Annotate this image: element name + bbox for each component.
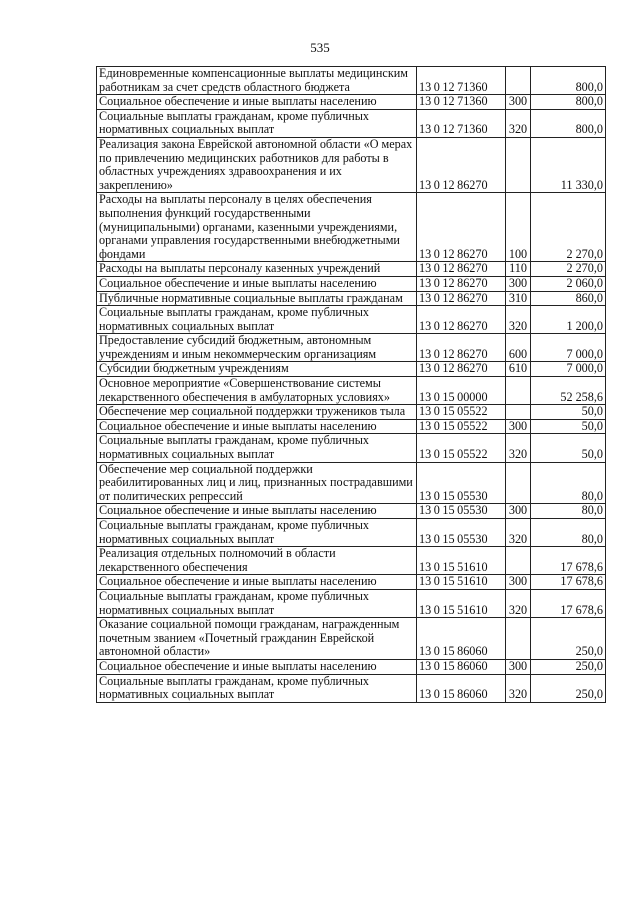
table-row — [97, 95, 606, 110]
table-row — [97, 547, 606, 575]
budget-table — [96, 66, 606, 703]
row-code-cell: 13 0 12 86270 — [417, 291, 506, 306]
table-row — [97, 659, 606, 674]
row-name-cell: Социальное обеспечение и иные выплаты населению — [97, 419, 417, 434]
row-name-cell: Основное мероприятие «Совершенствование системы лекарственного обеспечения в амбулаторных условиях» — [97, 377, 417, 405]
row-sum-cell: 52 258,6 — [531, 377, 606, 405]
row-name-cell: Социальные выплаты гражданам, кроме публичных нормативных социальных выплат — [97, 519, 417, 547]
table-row — [97, 377, 606, 405]
row-expense-type-cell: 300 — [506, 575, 531, 590]
row-code-cell: 13 0 15 05530 — [417, 519, 506, 547]
row-name-cell: Социальное обеспечение и иные выплаты населению — [97, 504, 417, 519]
row-name-cell: Расходы на выплаты персоналу казенных учреждений — [97, 262, 417, 277]
row-code-cell: 13 0 12 86270 — [417, 362, 506, 377]
row-name-cell: Социальные выплаты гражданам, кроме публичных нормативных социальных выплат — [97, 674, 417, 702]
budget-table-body — [97, 67, 606, 703]
row-code-cell: 13 0 15 05530 — [417, 504, 506, 519]
row-name-cell: Социальное обеспечение и иные выплаты населению — [97, 575, 417, 590]
table-row — [97, 405, 606, 420]
row-name-cell: Социальные выплаты гражданам, кроме публичных нормативных социальных выплат — [97, 589, 417, 617]
row-sum-cell: 2 270,0 — [531, 193, 606, 262]
row-name-cell: Социальное обеспечение и иные выплаты населению — [97, 276, 417, 291]
row-name-cell: Субсидии бюджетным учреждениям — [97, 362, 417, 377]
table-row — [97, 137, 606, 192]
table-row — [97, 519, 606, 547]
row-expense-type-cell — [506, 67, 531, 95]
row-sum-cell: 80,0 — [531, 462, 606, 504]
row-expense-type-cell: 600 — [506, 334, 531, 362]
row-sum-cell: 7 000,0 — [531, 362, 606, 377]
table-row — [97, 334, 606, 362]
table-row — [97, 262, 606, 277]
row-code-cell: 13 0 15 86060 — [417, 674, 506, 702]
row-code-cell: 13 0 12 86270 — [417, 306, 506, 334]
row-name-cell: Обеспечение мер социальной поддержки реабилитированных лиц и лиц, признанных пострадавшими от политических репрессий — [97, 462, 417, 504]
row-expense-type-cell — [506, 137, 531, 192]
row-code-cell: 13 0 12 71360 — [417, 109, 506, 137]
row-sum-cell: 800,0 — [531, 109, 606, 137]
row-sum-cell: 80,0 — [531, 519, 606, 547]
row-name-cell: Реализация закона Еврейской автономной области «О мерах по привлечению медицинских работников для работы в областных учреждениях здравоохранения и их закреплению» — [97, 137, 417, 192]
row-code-cell: 13 0 15 05522 — [417, 405, 506, 420]
row-expense-type-cell: 320 — [506, 589, 531, 617]
row-sum-cell: 800,0 — [531, 95, 606, 110]
row-name-cell: Публичные нормативные социальные выплаты гражданам — [97, 291, 417, 306]
row-sum-cell: 250,0 — [531, 618, 606, 660]
row-sum-cell: 1 200,0 — [531, 306, 606, 334]
row-expense-type-cell: 320 — [506, 519, 531, 547]
row-expense-type-cell — [506, 462, 531, 504]
row-sum-cell: 17 678,6 — [531, 547, 606, 575]
row-expense-type-cell: 300 — [506, 504, 531, 519]
table-row — [97, 462, 606, 504]
row-sum-cell: 17 678,6 — [531, 575, 606, 590]
row-expense-type-cell: 610 — [506, 362, 531, 377]
row-sum-cell: 7 000,0 — [531, 334, 606, 362]
row-sum-cell: 50,0 — [531, 405, 606, 420]
row-code-cell: 13 0 12 86270 — [417, 334, 506, 362]
row-expense-type-cell: 110 — [506, 262, 531, 277]
row-expense-type-cell: 300 — [506, 276, 531, 291]
table-row — [97, 575, 606, 590]
row-sum-cell: 17 678,6 — [531, 589, 606, 617]
row-expense-type-cell: 320 — [506, 306, 531, 334]
row-name-cell: Социальные выплаты гражданам, кроме публичных нормативных социальных выплат — [97, 434, 417, 462]
row-expense-type-cell: 300 — [506, 659, 531, 674]
row-code-cell: 13 0 15 00000 — [417, 377, 506, 405]
table-row — [97, 419, 606, 434]
table-row — [97, 109, 606, 137]
row-sum-cell: 11 330,0 — [531, 137, 606, 192]
row-code-cell: 13 0 15 51610 — [417, 575, 506, 590]
row-name-cell: Оказание социальной помощи гражданам, награжденным почетным званием «Почетный гражданин Еврейской автономной области» — [97, 618, 417, 660]
row-code-cell: 13 0 15 05522 — [417, 419, 506, 434]
row-code-cell: 13 0 12 86270 — [417, 276, 506, 291]
row-name-cell: Обеспечение мер социальной поддержки тружеников тыла — [97, 405, 417, 420]
row-sum-cell: 50,0 — [531, 434, 606, 462]
row-code-cell: 13 0 15 86060 — [417, 659, 506, 674]
row-expense-type-cell: 310 — [506, 291, 531, 306]
row-code-cell: 13 0 15 05522 — [417, 434, 506, 462]
row-sum-cell: 800,0 — [531, 67, 606, 95]
row-expense-type-cell — [506, 547, 531, 575]
table-row — [97, 276, 606, 291]
row-sum-cell: 860,0 — [531, 291, 606, 306]
row-code-cell: 13 0 15 51610 — [417, 589, 506, 617]
row-sum-cell: 250,0 — [531, 674, 606, 702]
row-expense-type-cell — [506, 618, 531, 660]
row-code-cell: 13 0 12 71360 — [417, 67, 506, 95]
row-sum-cell: 2 060,0 — [531, 276, 606, 291]
row-sum-cell: 250,0 — [531, 659, 606, 674]
row-expense-type-cell — [506, 405, 531, 420]
row-name-cell: Расходы на выплаты персоналу в целях обеспечения выполнения функций государственными (муниципальными) органами, казенными учреждениями, органами управления государственными внебюджетными фондами — [97, 193, 417, 262]
table-row — [97, 434, 606, 462]
table-row — [97, 618, 606, 660]
row-code-cell: 13 0 12 71360 — [417, 95, 506, 110]
row-code-cell: 13 0 15 51610 — [417, 547, 506, 575]
row-expense-type-cell: 320 — [506, 434, 531, 462]
row-code-cell: 13 0 12 86270 — [417, 137, 506, 192]
row-expense-type-cell: 320 — [506, 674, 531, 702]
row-name-cell: Единовременные компенсационные выплаты медицинским работникам за счет средств областного бюджета — [97, 67, 417, 95]
table-row — [97, 674, 606, 702]
row-code-cell: 13 0 15 86060 — [417, 618, 506, 660]
row-name-cell: Реализация отдельных полномочий в области лекарственного обеспечения — [97, 547, 417, 575]
row-expense-type-cell — [506, 377, 531, 405]
table-row — [97, 589, 606, 617]
table-row — [97, 193, 606, 262]
page-number: 535 — [310, 40, 330, 55]
row-sum-cell: 2 270,0 — [531, 262, 606, 277]
row-name-cell: Социальное обеспечение и иные выплаты населению — [97, 95, 417, 110]
table-row — [97, 67, 606, 95]
row-code-cell: 13 0 12 86270 — [417, 193, 506, 262]
row-expense-type-cell: 100 — [506, 193, 531, 262]
row-sum-cell: 80,0 — [531, 504, 606, 519]
row-name-cell: Социальные выплаты гражданам, кроме публичных нормативных социальных выплат — [97, 109, 417, 137]
row-code-cell: 13 0 15 05530 — [417, 462, 506, 504]
row-sum-cell: 50,0 — [531, 419, 606, 434]
table-row — [97, 362, 606, 377]
row-expense-type-cell: 300 — [506, 95, 531, 110]
row-name-cell: Социальные выплаты гражданам, кроме публичных нормативных социальных выплат — [97, 306, 417, 334]
row-expense-type-cell: 300 — [506, 419, 531, 434]
table-row — [97, 291, 606, 306]
row-name-cell: Предоставление субсидий бюджетным, автономным учреждениям и иным некоммерческим организациям — [97, 334, 417, 362]
table-row — [97, 306, 606, 334]
table-row — [97, 504, 606, 519]
row-name-cell: Социальное обеспечение и иные выплаты населению — [97, 659, 417, 674]
row-expense-type-cell: 320 — [506, 109, 531, 137]
row-code-cell: 13 0 12 86270 — [417, 262, 506, 277]
